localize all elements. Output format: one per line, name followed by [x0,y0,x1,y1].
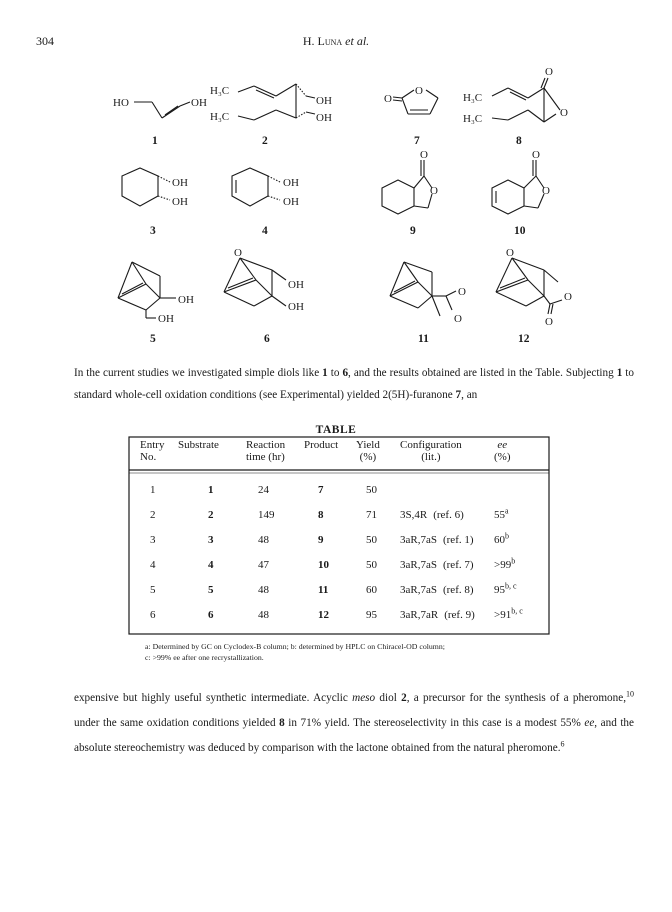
atom-label: OH [288,279,304,291]
ee-footnote-marker: b [511,556,516,566]
cell-yield: 71 [366,509,377,521]
page-number: 304 [36,34,54,48]
atom-label: O [430,185,438,197]
header-configuration: Configuration (lit.) [400,439,462,463]
cell-yield: 50 [366,559,377,571]
text-run: , and the results obtained are listed in the Table. Subjecting [348,367,617,379]
header-reaction-time: Reaction time (hr) [246,439,286,463]
cell-entry: 6 [150,609,156,621]
atom-label: O [545,316,553,328]
text-run: to standard whole-cell oxidation conditions (see Experimental) yielded 2(5H)-furanone [74,367,635,401]
table-frame [128,436,550,636]
ee-value: >99 [494,559,512,571]
ee-value: 55 [494,509,505,521]
configuration-value: 3aR,7aS [400,584,437,596]
atom-label: O [458,286,466,298]
compound-ref: 8 [279,717,285,729]
footnote-line: a: Determined by GC on Cyclodex-B column; b: determined by HPLC on Chiracel-OD column; [145,642,445,651]
ee-value: 95 [494,584,505,596]
compound-ref: 7 [455,389,462,401]
cell-substrate: 3 [208,534,214,546]
compound-2-structure [210,84,332,124]
atom-label: O [415,85,423,97]
cell-entry: 2 [150,509,156,521]
chemical-structures-figure [0,0,672,360]
header-substrate: Substrate [178,439,219,451]
cell-time: 48 [258,584,269,596]
cell-product: 11 [318,584,329,596]
cell-time: 47 [258,559,269,571]
cell-product: 8 [318,509,324,521]
compound-ref: 2 [401,692,407,704]
configuration-ref: (ref. 7) [442,559,474,571]
atom-label: OH [288,301,304,313]
cell-time: 48 [258,609,269,621]
compound-label-7: 7 [414,135,420,147]
configuration-ref: (ref. 9) [444,609,475,621]
configuration-value: 3aR,7aS [400,534,437,546]
compound-4-structure [232,168,299,208]
cell-time: 24 [258,484,269,496]
cell-entry: 5 [150,584,156,596]
atom-label: O [506,247,514,259]
citation: 10 [626,689,635,699]
cell-yield: 60 [366,584,377,596]
compound-label-3: 3 [150,225,156,237]
atom-label: OH [316,112,332,124]
atom-label: O [532,149,540,161]
atom-label: OH [172,196,188,208]
cell-substrate: 5 [208,584,214,596]
header-ee: ee (%) [494,439,511,463]
cell-yield: 50 [366,484,377,496]
ee-footnote-marker: b [505,531,509,541]
cell-product: 7 [318,484,324,496]
cell-ee [494,531,509,546]
atom-label: O [454,313,462,325]
compound-label-4: 4 [262,225,268,237]
atom-label: O [545,66,553,78]
atom-label: H₃C [210,111,230,123]
compound-label-5: 5 [150,333,156,345]
citation: 6 [560,739,565,749]
compound-1-structure [113,97,207,118]
cell-substrate: 6 [208,609,214,621]
cell-product: 9 [318,534,324,546]
text-run: diol [375,692,402,704]
cell-configuration [400,559,474,571]
configuration-value: 3aR,7aR [400,609,439,621]
cell-yield: 95 [366,609,377,621]
author-suffix: et al. [345,34,370,48]
text-run: ee [584,717,595,729]
compound-5-structure [118,262,194,325]
author-name: H. Luna [302,34,343,48]
configuration-ref: (ref. 1) [442,534,474,546]
cell-configuration [400,584,474,596]
cell-entry: 4 [150,559,156,571]
text-run: meso [352,692,376,704]
compound-11-structure [390,262,466,325]
compound-ref: 1 [616,367,623,379]
compound-12-structure [496,247,572,328]
cell-product: 12 [318,609,329,621]
text-run: , a precursor for the synthesis of a pheromone, [406,692,627,704]
atom-label: OH [283,196,299,208]
atom-label: OH [191,97,207,109]
atom-label: O [542,185,550,197]
text-run: expensive but highly useful synthetic intermediate. Acyclic [74,692,353,704]
atom-label: O [564,291,572,303]
text-run: in 71% yield. The stereoselectivity in this case is a modest 55% [284,717,585,729]
compound-label-8: 8 [516,135,522,147]
cell-configuration [400,609,475,621]
text-run: under the same oxidation conditions yielded [74,717,280,729]
atom-label: H₃C [210,85,230,97]
cell-configuration [400,484,406,496]
cell-time: 48 [258,534,269,546]
cell-ee [494,556,516,571]
table-footnotes [145,641,545,663]
compound-label-11: 11 [418,333,429,345]
cell-time: 149 [258,509,275,521]
body-paragraph-1 [74,362,634,406]
atom-label: O [420,149,428,161]
compound-label-10: 10 [514,225,526,237]
compound-label-9: 9 [410,225,416,237]
ee-footnote-marker: b, c [511,606,523,616]
cell-configuration [400,534,474,546]
atom-label: OH [158,313,174,325]
cell-entry: 3 [150,534,156,546]
text-run: , an [461,389,478,401]
atom-label: OH [316,95,332,107]
configuration-value: 3aR,7aS [400,559,437,571]
text-run: , and the absolute stereochemistry was deduced by comparison with the lactone obtained from the natural pheromone. [74,717,634,754]
header-product: Product [304,439,339,451]
atom-label: OH [178,294,194,306]
atom-label: H₃C [463,92,483,104]
text-run: In the current studies we investigated simple diols like [74,367,323,379]
ee-value: >91 [494,609,512,621]
atom-label: O [560,107,568,119]
atom-label: O [234,247,242,259]
atom-label: O [384,93,392,105]
cell-yield: 50 [366,534,377,546]
cell-substrate: 1 [208,484,214,496]
atom-label: H₃C [463,113,483,125]
atom-label: OH [172,177,188,189]
text-run: to [327,367,343,379]
compound-ref: 1 [322,367,328,379]
table-title: TABLE [315,424,357,436]
cell-substrate: 2 [208,509,214,521]
compound-9-structure [382,149,438,214]
compound-6-structure [224,247,304,313]
configuration-ref: (ref. 6) [433,509,464,521]
cell-entry: 1 [150,484,156,496]
compound-label-6: 6 [264,333,270,345]
cell-product: 10 [318,559,329,571]
atom-label: OH [283,177,299,189]
compound-3-structure [122,168,188,208]
cell-configuration [400,509,464,521]
compound-label-1: 1 [152,135,158,147]
atom-label: HO [113,97,129,109]
cell-ee [494,606,523,621]
header-entry: Entry No. [140,439,165,463]
compound-label-12: 12 [518,333,530,345]
body-paragraph-2 [74,686,634,761]
ee-footnote-marker: a [505,506,509,516]
compound-ref: 6 [342,367,349,379]
ee-value: 60 [494,534,505,546]
ee-footnote-marker: b, c [505,581,517,591]
cell-ee [494,581,517,596]
cell-substrate: 4 [208,559,214,571]
compound-label-2: 2 [262,135,268,147]
footnote-line: c: >99% ee after one recrystallization. [145,653,264,662]
compound-8-structure [463,66,568,125]
results-table [128,436,550,636]
compound-7-structure [384,85,438,114]
configuration-value: 3S,4R [400,509,428,521]
cell-ee [494,506,509,521]
header-yield: Yield (%) [356,439,380,463]
configuration-ref: (ref. 8) [442,584,474,596]
compound-10-structure [492,149,550,214]
